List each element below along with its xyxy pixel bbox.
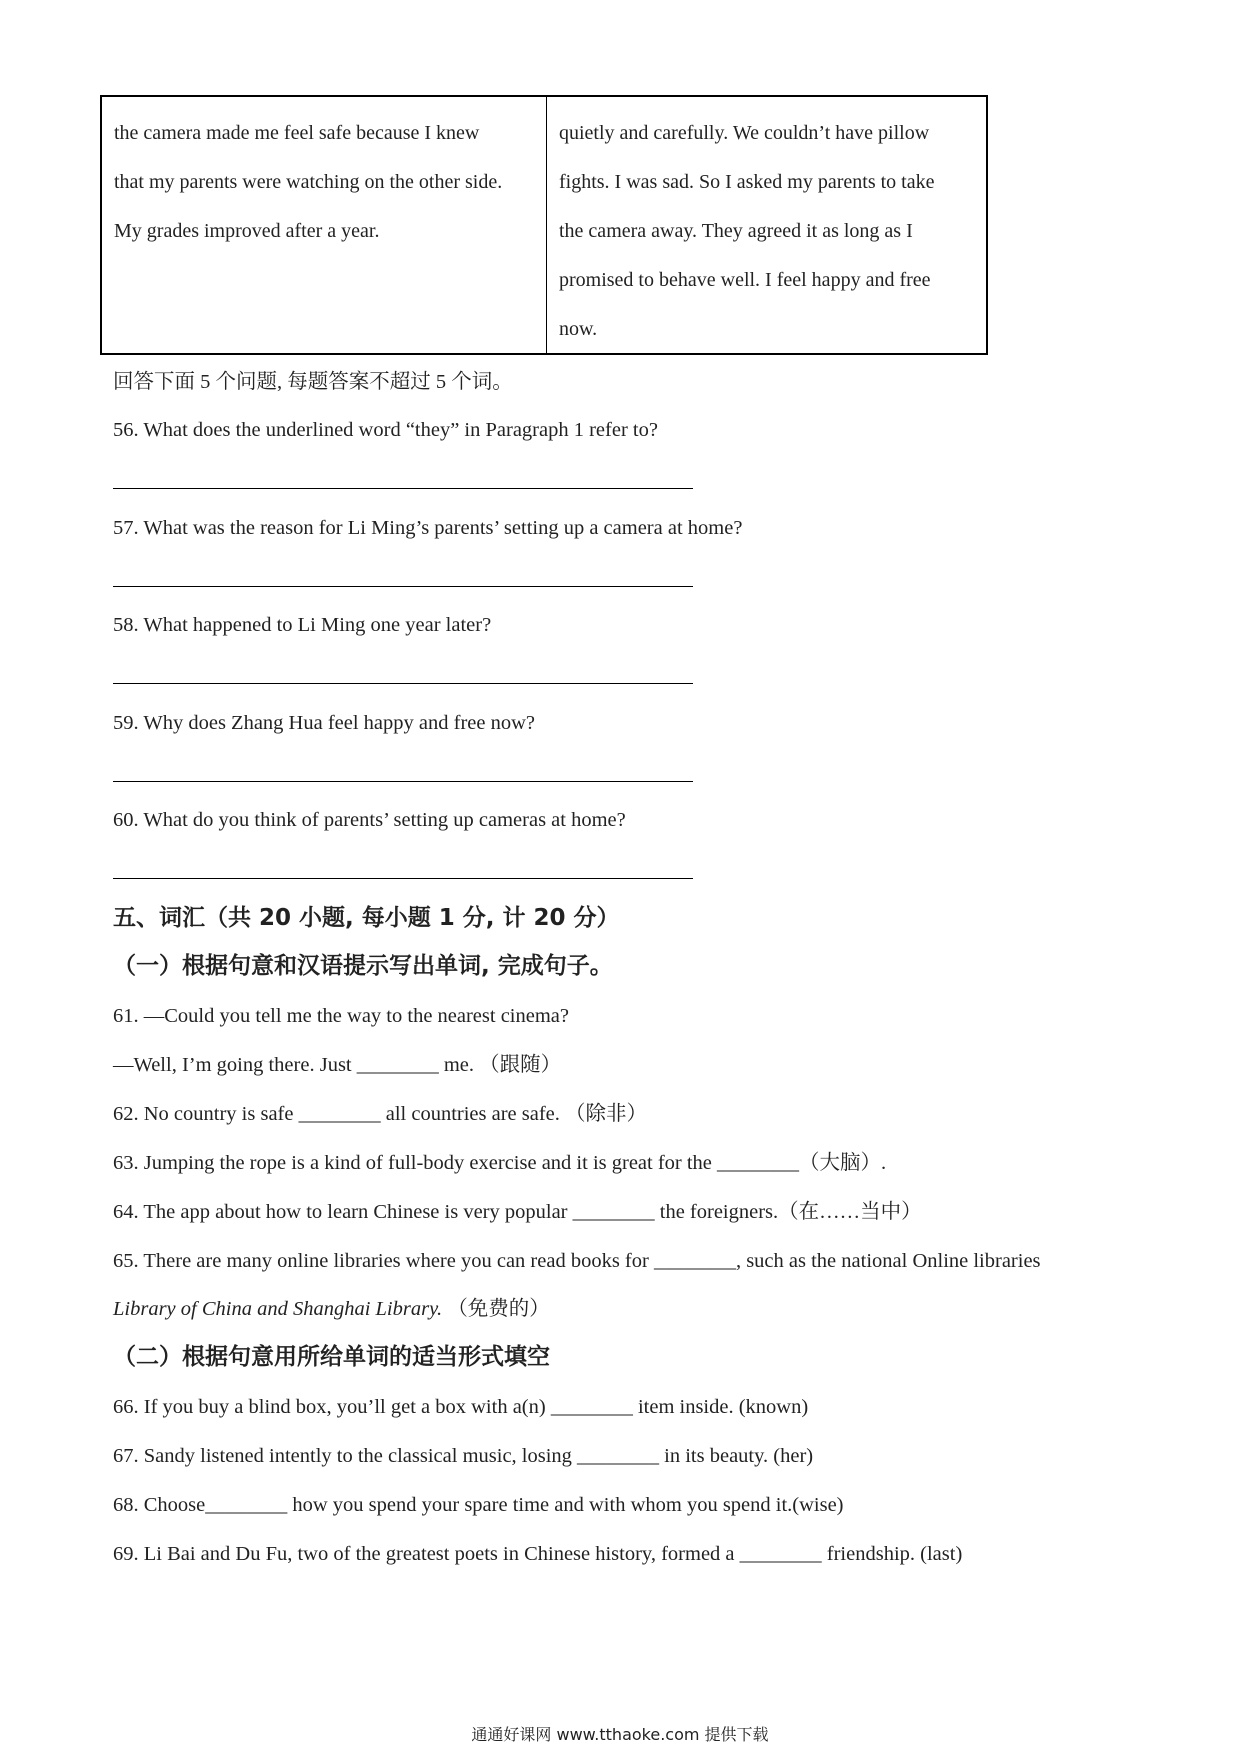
question-58: 58. What happened to Li Ming one year later? xyxy=(113,614,492,636)
question-60: 60. What do you think of parents’ setting up cameras at home? xyxy=(113,809,626,831)
item-61: 61. —Could you tell me the way to the nearest cinema? xyxy=(113,1005,569,1027)
question-56: 56. What does the underlined word “they” in Paragraph 1 refer to? xyxy=(113,419,658,441)
answer-line-59[interactable] xyxy=(113,781,693,782)
section-5-title: 五、词汇（共 20 小题, 每小题 1 分, 计 20 分） xyxy=(113,905,620,931)
table-line: promised to behave well. I feel happy and free xyxy=(559,269,931,291)
item-69: 69. Li Bai and Du Fu, two of the greatest poets in Chinese history, formed a ________ friendship. (last) xyxy=(113,1543,963,1565)
table-line: now. xyxy=(559,318,598,340)
passage-table xyxy=(100,95,988,355)
item-66: 66. If you buy a blind box, you’ll get a box with a(n) ________ item inside. (known) xyxy=(113,1396,809,1418)
answer-line-60[interactable] xyxy=(113,878,693,879)
item-65-hint: （免费的） xyxy=(442,1298,550,1320)
table-line: the camera made me feel safe because I knew xyxy=(114,122,480,144)
item-67: 67. Sandy listened intently to the classical music, losing ________ in its beauty. (her) xyxy=(113,1445,814,1467)
table-line: quietly and carefully. We couldn’t have pillow xyxy=(559,122,930,144)
item-63: 63. Jumping the rope is a kind of full-body exercise and it is great for the ________（大脑）. xyxy=(113,1152,887,1174)
item-61-response: —Well, I’m going there. Just ________ me. （跟随） xyxy=(113,1054,562,1076)
part-1-title: （一）根据句意和汉语提示写出单词, 完成句子。 xyxy=(113,953,613,979)
footer-source: 通通好课网 www.tthaoke.com 提供下载 xyxy=(471,1725,769,1744)
answer-line-56[interactable] xyxy=(113,488,693,489)
item-68: 68. Choose________ how you spend your spare time and with whom you spend it.(wise) xyxy=(113,1494,844,1516)
table-cell-left xyxy=(102,97,547,353)
part-2-title: （二）根据句意用所给单词的适当形式填空 xyxy=(113,1344,550,1370)
table-line: the camera away. They agreed it as long as I xyxy=(559,220,913,242)
item-64: 64. The app about how to learn Chinese is very popular ________ the foreigners.（在……当中） xyxy=(113,1201,922,1223)
table-line: My grades improved after a year. xyxy=(114,220,380,242)
item-65: 65. There are many online libraries where you can read books for ________, such as the national Online libraries xyxy=(113,1250,1041,1272)
answer-line-58[interactable] xyxy=(113,683,693,684)
table-line: fights. I was sad. So I asked my parents to take xyxy=(559,171,935,193)
instructions: 回答下面 5 个问题, 每题答案不超过 5 个词。 xyxy=(113,371,513,393)
item-62: 62. No country is safe ________ all countries are safe. （除非） xyxy=(113,1103,648,1125)
answer-line-57[interactable] xyxy=(113,586,693,587)
item-65-library-names: Library of China and Shanghai Library. xyxy=(113,1298,443,1320)
table-line: that my parents were watching on the other side. xyxy=(114,171,503,193)
item-65-continued xyxy=(113,1295,550,1323)
question-57: 57. What was the reason for Li Ming’s parents’ setting up a camera at home? xyxy=(113,517,743,539)
question-59: 59. Why does Zhang Hua feel happy and free now? xyxy=(113,712,536,734)
table-cell-right xyxy=(547,97,986,353)
